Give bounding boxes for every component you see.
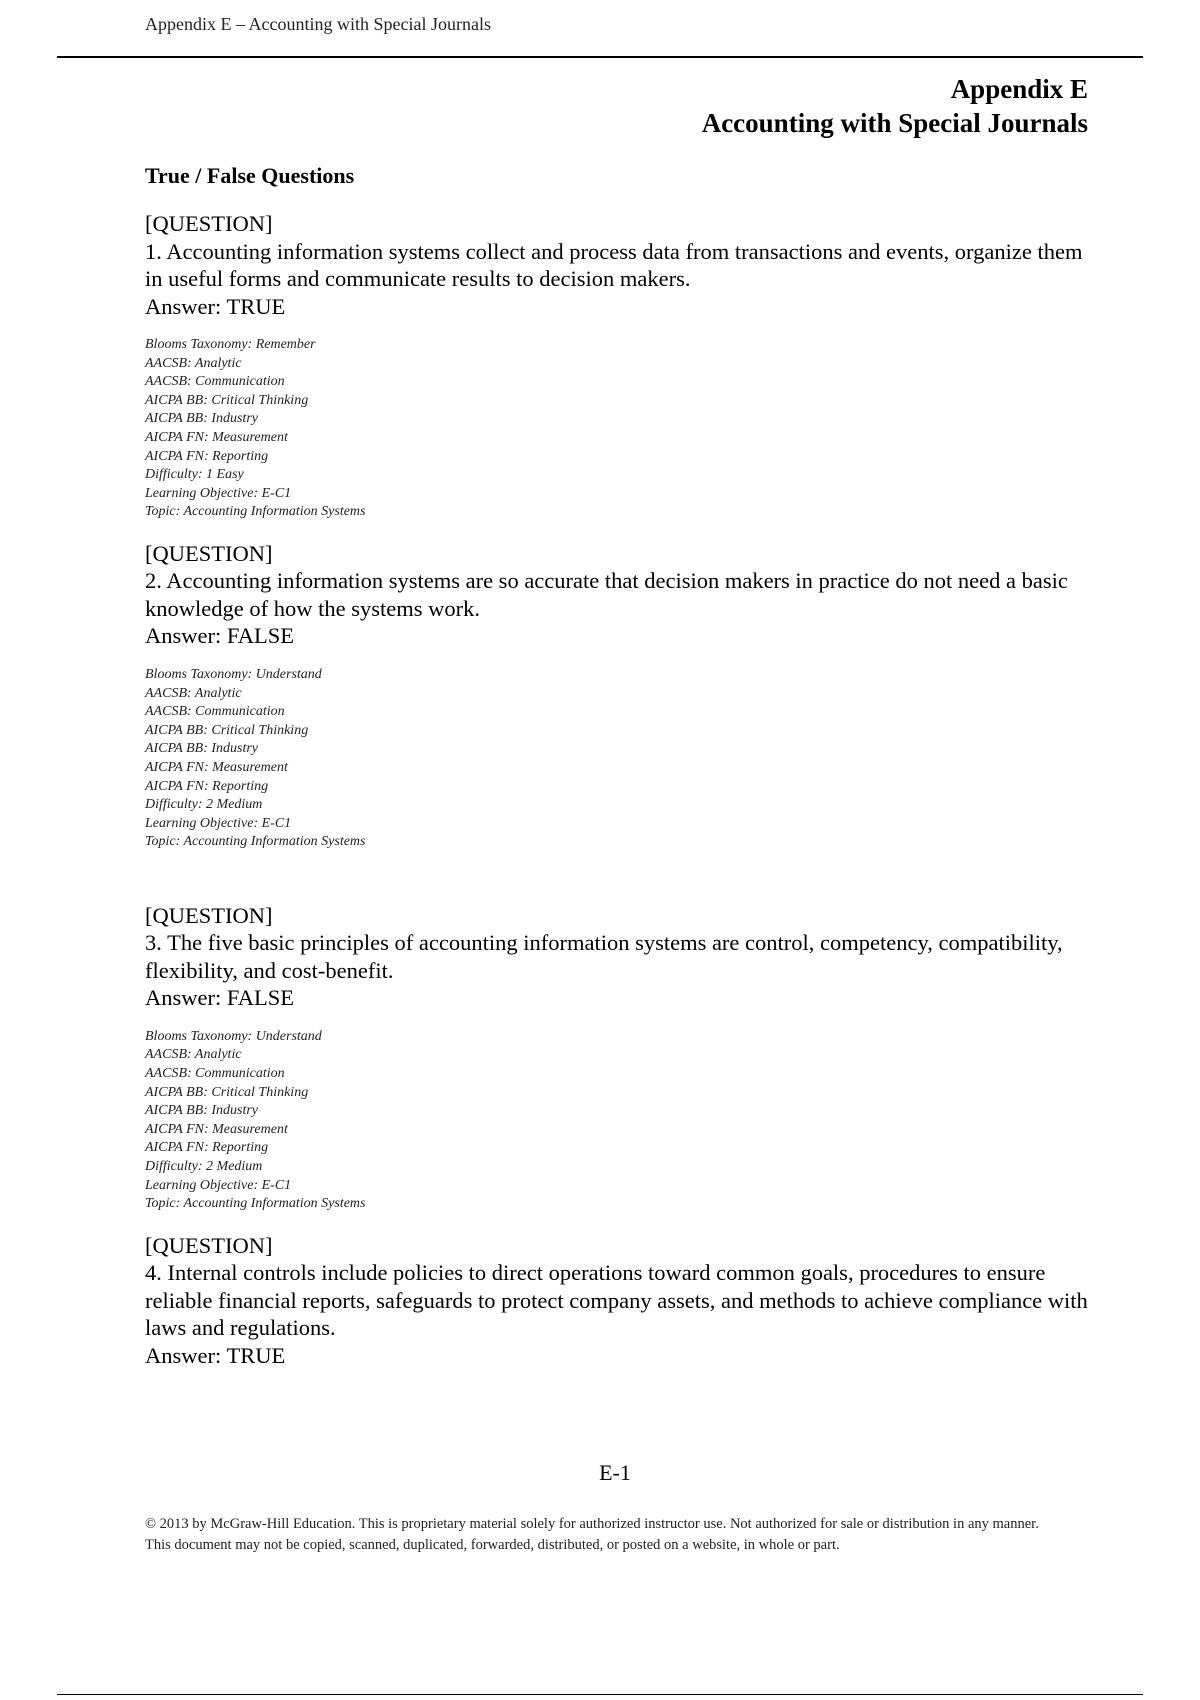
question-answer: Answer: TRUE [145,293,286,319]
question-1 [145,210,1095,522]
meta-aacsb-communication: AACSB: Communication [145,704,285,720]
question-4 [145,1232,1095,1370]
question-tag: [QUESTION] [145,211,273,236]
meta-aacsb-communication: AACSB: Communication [145,1066,285,1082]
meta-aicpa-bb-critical: AICPA BB: Critical Thinking [145,722,309,738]
running-header: Appendix E – Accounting with Special Journals [145,14,491,34]
meta-blooms: Blooms Taxonomy: Remember [145,337,316,352]
meta-aicpa-fn-measurement: AICPA FN: Measurement [145,429,288,445]
meta-topic: Topic: Accounting Information Systems [145,834,366,850]
meta-blooms: Blooms Taxonomy: Understand [145,666,322,682]
section-heading: True / False Questions [145,163,355,188]
meta-aicpa-fn-measurement: AICPA FN: Measurement [145,759,288,775]
question-2 [145,540,1095,852]
question-text: 1. Accounting information systems collect and process data from transactions and events, organize them in useful forms and communicate results to decision makers. [145,238,1083,291]
meta-aicpa-bb-industry: AICPA BB: Industry [145,411,259,427]
page-number: E-1 [599,1460,631,1485]
meta-topic: Topic: Accounting Information Systems [145,504,366,520]
meta-aacsb-analytic: AACSB: Analytic [145,685,242,701]
copyright-notice: © 2013 by McGraw-Hill Education. This is proprietary material solely for authorized instructor use. Not authorized for sale or distribution in any manner. This document may not be copied, scanned, duplicated, forwarded, distributed, or posted on a website, in whole or part. [145,1516,1039,1553]
main-content [145,162,1095,1369]
meta-difficulty: Difficulty: 2 Medium [145,797,263,813]
question-text: 3. The five basic principles of accounting information systems are control, competency, compatibility, flexibility, and cost-benefit. [145,930,1063,983]
question-text: 4. Internal controls include policies to direct operations toward common goals, procedures to ensure reliable financial reports, safeguards to protect company assets, and methods to achieve compliance with laws and regulations. [145,1260,1088,1341]
meta-aacsb-analytic: AACSB: Analytic [145,1047,242,1063]
question-metadata [145,666,1095,852]
header-divider [57,56,1143,58]
meta-aicpa-fn-reporting: AICPA FN: Reporting [145,778,269,794]
meta-difficulty: Difficulty: 1 Easy [145,467,244,483]
meta-aicpa-bb-industry: AICPA BB: Industry [145,741,259,757]
meta-aicpa-fn-measurement: AICPA FN: Measurement [145,1121,288,1137]
meta-learning-objective: Learning Objective: E-C1 [145,1177,292,1193]
title-line-2: Accounting with Special Journals [701,108,1088,138]
page-title [702,72,1088,140]
meta-aacsb-communication: AACSB: Communication [145,374,285,390]
question-metadata [145,336,1095,522]
question-tag: [QUESTION] [145,1232,273,1258]
meta-aacsb-analytic: AACSB: Analytic [145,355,242,371]
question-tag: [QUESTION] [145,540,273,566]
meta-blooms: Blooms Taxonomy: Understand [145,1028,322,1044]
question-tag: [QUESTION] [145,902,273,928]
meta-aicpa-bb-industry: AICPA BB: Industry [145,1103,259,1119]
title-line-1: Appendix E [950,74,1088,104]
question-3 [145,902,1095,1214]
question-answer: Answer: FALSE [145,623,294,649]
question-answer: Answer: FALSE [145,985,294,1011]
question-answer: Answer: TRUE [145,1342,286,1368]
question-metadata [145,1028,1095,1214]
meta-aicpa-bb-critical: AICPA BB: Critical Thinking [145,392,309,408]
meta-aicpa-fn-reporting: AICPA FN: Reporting [145,448,269,464]
meta-learning-objective: Learning Objective: E-C1 [145,485,292,501]
meta-learning-objective: Learning Objective: E-C1 [145,815,292,831]
meta-aicpa-fn-reporting: AICPA FN: Reporting [145,1140,269,1156]
meta-aicpa-bb-critical: AICPA BB: Critical Thinking [145,1084,309,1100]
footer-divider [57,1694,1143,1695]
meta-difficulty: Difficulty: 2 Medium [145,1159,263,1175]
meta-topic: Topic: Accounting Information Systems [145,1196,366,1212]
question-text: 2. Accounting information systems are so accurate that decision makers in practice do not need a basic knowledge of how the systems work. [145,568,1068,621]
